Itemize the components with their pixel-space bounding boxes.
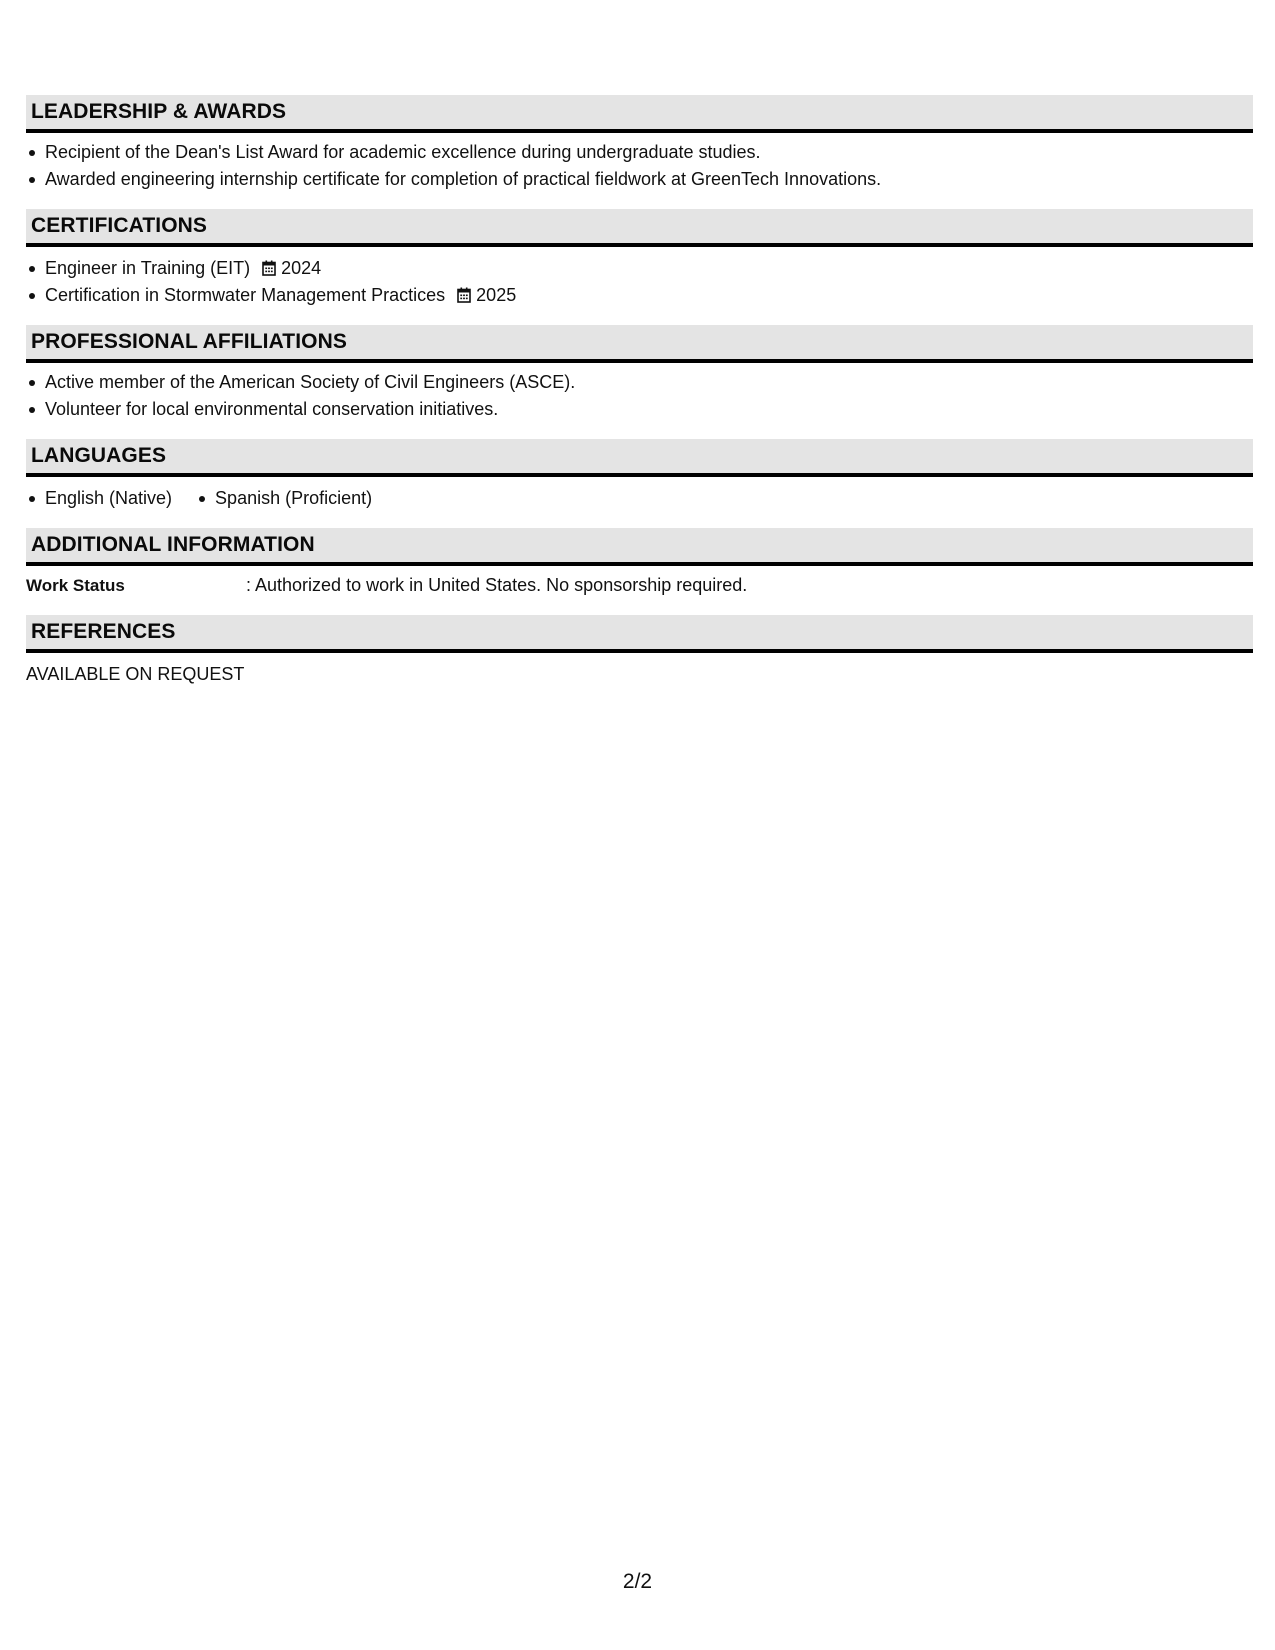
list-item <box>26 282 1253 309</box>
section-title: CERTIFICATIONS <box>31 214 208 237</box>
section-header <box>26 439 1253 477</box>
section-title: ADDITIONAL INFORMATION <box>31 533 315 556</box>
resume-page <box>26 95 1253 704</box>
calendar-icon <box>457 287 471 303</box>
list-item: Volunteer for local environmental conservation initiatives. <box>26 396 1253 423</box>
certifications-list <box>26 255 1253 309</box>
certification-name: Engineer in Training (EIT) <box>45 258 251 278</box>
certification-year: 2025 <box>476 285 517 305</box>
list-item <box>26 255 1253 282</box>
section-header <box>26 615 1253 653</box>
work-status-label: Work Status <box>26 576 125 595</box>
list-item: Spanish (Proficient) <box>196 485 372 512</box>
page-number: 2/2 <box>622 1570 653 1593</box>
section-professional-affiliations <box>26 325 1253 439</box>
certification-year: 2024 <box>281 258 322 278</box>
section-languages <box>26 439 1253 528</box>
section-header <box>26 528 1253 566</box>
section-header <box>26 325 1253 363</box>
section-additional-information <box>26 528 1253 615</box>
work-status-row <box>26 572 1253 599</box>
list-item: Awarded engineering internship certificate for completion of practical fieldwork at GreenTech Innovations. <box>26 166 1253 193</box>
languages-list <box>26 485 1253 512</box>
section-header <box>26 95 1253 133</box>
awards-list <box>26 139 1253 193</box>
references-text: AVAILABLE ON REQUEST <box>26 664 245 684</box>
section-title: REFERENCES <box>31 620 176 643</box>
section-header <box>26 209 1253 247</box>
work-status-value: : Authorized to work in United States. No sponsorship required. <box>246 575 748 595</box>
affiliations-list <box>26 369 1253 423</box>
list-item: Recipient of the Dean's List Award for academic excellence during undergraduate studies. <box>26 139 1253 166</box>
calendar-icon <box>262 260 276 276</box>
section-references <box>26 615 1253 704</box>
section-certifications <box>26 209 1253 325</box>
section-title: LEADERSHIP & AWARDS <box>31 100 287 123</box>
section-title: PROFESSIONAL AFFILIATIONS <box>31 330 347 353</box>
certification-name: Certification in Stormwater Management Practices <box>45 285 446 305</box>
list-item: Active member of the American Society of Civil Engineers (ASCE). <box>26 369 1253 396</box>
list-item: English (Native) <box>26 485 172 512</box>
section-title: LANGUAGES <box>31 444 167 467</box>
section-leadership-awards <box>26 95 1253 209</box>
